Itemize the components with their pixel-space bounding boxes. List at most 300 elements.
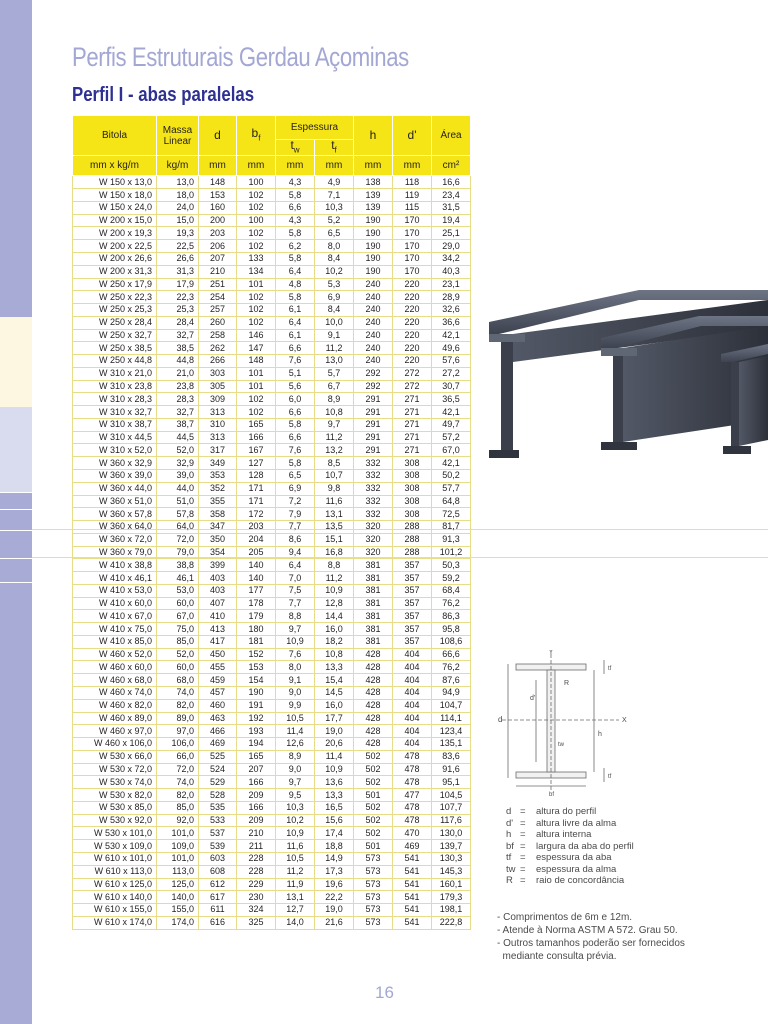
cell-bitola: W 360 x 72,0 <box>73 533 157 546</box>
table-cell: 7,0 <box>276 572 315 585</box>
table-cell: 203 <box>199 227 237 240</box>
table-cell: 127 <box>237 457 276 470</box>
table-row <box>73 725 471 738</box>
table-cell: 332 <box>354 482 393 495</box>
cell-bitola: W 360 x 32,9 <box>73 457 157 470</box>
left-sidebar-band <box>0 0 32 1024</box>
cell-bitola: W 310 x 23,8 <box>73 380 157 393</box>
table-cell: 82,0 <box>157 789 199 802</box>
table-cell: 9,7 <box>315 418 354 431</box>
table-cell: 53,0 <box>157 584 199 597</box>
table-cell: 14,5 <box>315 687 354 700</box>
cell-bitola: W 250 x 25,3 <box>73 304 157 317</box>
legend-eq: = <box>520 840 526 852</box>
table-cell: 332 <box>354 508 393 521</box>
table-cell: 20,6 <box>315 738 354 751</box>
unit-massa: kg/m <box>157 156 199 176</box>
legend-item <box>506 864 634 876</box>
table-row <box>73 572 471 585</box>
table-cell: 102 <box>237 304 276 317</box>
table-cell: 228 <box>237 865 276 878</box>
table-cell: 177 <box>237 584 276 597</box>
table-row <box>73 470 471 483</box>
table-cell: 320 <box>354 533 393 546</box>
table-cell: 9,1 <box>276 674 315 687</box>
header-tw: $t_w$ <box>276 140 315 156</box>
table-cell: 7,5 <box>276 584 315 597</box>
page-title: Perfis Estruturais Gerdau Açominas <box>72 42 409 72</box>
table-cell: 428 <box>354 725 393 738</box>
table-cell: 91,6 <box>432 763 471 776</box>
table-cell: 9,5 <box>276 789 315 802</box>
table-cell: 50,3 <box>432 559 471 572</box>
table-cell: 404 <box>393 699 432 712</box>
table-cell: 82,0 <box>157 699 199 712</box>
table-cell: 8,4 <box>315 304 354 317</box>
table-cell: 502 <box>354 763 393 776</box>
table-cell: 166 <box>237 801 276 814</box>
table-cell: 5,7 <box>315 367 354 380</box>
table-cell: 102 <box>237 316 276 329</box>
table-cell: 15,1 <box>315 533 354 546</box>
table-cell: 68,4 <box>432 584 471 597</box>
table-cell: 220 <box>393 278 432 291</box>
table-cell: 125,0 <box>157 878 199 891</box>
table-cell: 502 <box>354 827 393 840</box>
table-cell: 52,0 <box>157 444 199 457</box>
table-cell: 106,0 <box>157 738 199 751</box>
sidebar-highlight <box>0 317 32 407</box>
table-cell: 153 <box>199 189 237 202</box>
table-cell: 211 <box>237 840 276 853</box>
table-cell: 535 <box>199 801 237 814</box>
footnotes <box>497 911 685 963</box>
table-cell: 104,7 <box>432 699 471 712</box>
table-cell: 354 <box>199 546 237 559</box>
table-cell: 5,2 <box>315 214 354 227</box>
unit-tw: mm <box>276 156 315 176</box>
table-cell: 573 <box>354 878 393 891</box>
table-cell: 16,6 <box>432 176 471 189</box>
table-cell: 428 <box>354 738 393 751</box>
table-row <box>73 227 471 240</box>
table-cell: 240 <box>354 304 393 317</box>
table-cell: 324 <box>237 904 276 917</box>
table-cell: 210 <box>237 827 276 840</box>
table-cell: 7,6 <box>276 355 315 368</box>
table-cell: 357 <box>393 635 432 648</box>
table-cell: 6,4 <box>276 316 315 329</box>
table-row <box>73 508 471 521</box>
table-cell: 134 <box>237 265 276 278</box>
table-cell: 19,6 <box>315 878 354 891</box>
table-cell: 113,0 <box>157 865 199 878</box>
table-row <box>73 789 471 802</box>
cell-bitola: W 410 x 53,0 <box>73 584 157 597</box>
table-cell: 210 <box>199 265 237 278</box>
table-cell: 25,3 <box>157 304 199 317</box>
cell-bitola: W 460 x 97,0 <box>73 725 157 738</box>
table-cell: 101 <box>237 278 276 291</box>
table-cell: 60,0 <box>157 661 199 674</box>
table-cell: 524 <box>199 763 237 776</box>
table-cell: 308 <box>393 508 432 521</box>
table-cell: 28,3 <box>157 393 199 406</box>
table-row <box>73 865 471 878</box>
table-cell: 23,1 <box>432 278 471 291</box>
table-cell: 140 <box>237 559 276 572</box>
table-cell: 381 <box>354 610 393 623</box>
header-h: h <box>354 116 393 156</box>
page-subtitle: Perfil I - abas paralelas <box>72 84 255 106</box>
table-cell: 8,4 <box>315 252 354 265</box>
table-cell: 26,6 <box>157 252 199 265</box>
table-cell: 7,2 <box>276 495 315 508</box>
table-cell: 11,2 <box>276 865 315 878</box>
table-cell: 308 <box>393 482 432 495</box>
cell-bitola: W 310 x 52,0 <box>73 444 157 457</box>
table-cell: 470 <box>393 827 432 840</box>
table-cell: 8,9 <box>276 750 315 763</box>
legend-desc: largura da aba do perfil <box>536 840 634 852</box>
table-row <box>73 687 471 700</box>
table-cell: 349 <box>199 457 237 470</box>
table-cell: 179 <box>237 610 276 623</box>
table-cell: 12,8 <box>315 597 354 610</box>
table-cell: 9,8 <box>315 482 354 495</box>
table-cell: 74,0 <box>157 776 199 789</box>
sidebar-divider <box>0 530 32 531</box>
table-cell: 222,8 <box>432 916 471 929</box>
table-cell: 541 <box>393 904 432 917</box>
table-cell: 332 <box>354 457 393 470</box>
table-cell: 12,7 <box>276 904 315 917</box>
header-bitola: Bitola <box>73 116 157 156</box>
table-cell: 87,6 <box>432 674 471 687</box>
table-cell: 404 <box>393 661 432 674</box>
table-cell: 8,9 <box>315 393 354 406</box>
table-cell: 153 <box>237 661 276 674</box>
cell-bitola: W 530 x 92,0 <box>73 814 157 827</box>
table-cell: 15,6 <box>315 814 354 827</box>
note-line: mediante consulta prévia. <box>497 951 617 962</box>
table-cell: 42,1 <box>432 457 471 470</box>
table-cell: 57,6 <box>432 355 471 368</box>
table-cell: 240 <box>354 316 393 329</box>
table-cell: 381 <box>354 559 393 572</box>
table-cell: 240 <box>354 355 393 368</box>
table-cell: 292 <box>354 380 393 393</box>
table-cell: 81,7 <box>432 521 471 534</box>
table-cell: 260 <box>199 316 237 329</box>
table-cell: 291 <box>354 431 393 444</box>
table-cell: 24,0 <box>157 201 199 214</box>
table-cell: 21,0 <box>157 367 199 380</box>
table-cell: 32,9 <box>157 457 199 470</box>
table-cell: 5,3 <box>315 278 354 291</box>
table-cell: 29,0 <box>432 240 471 253</box>
i-beam-cross-section-diagram <box>494 650 634 800</box>
table-cell: 95,8 <box>432 623 471 636</box>
table-cell: 206 <box>199 240 237 253</box>
cell-bitola: W 250 x 32,7 <box>73 329 157 342</box>
table-cell: 308 <box>393 495 432 508</box>
table-cell: 190 <box>237 687 276 700</box>
table-row <box>73 252 471 265</box>
table-cell: 325 <box>237 916 276 929</box>
table-cell: 13,3 <box>315 661 354 674</box>
table-cell: 11,4 <box>315 750 354 763</box>
table-cell: 36,5 <box>432 393 471 406</box>
table-cell: 207 <box>199 252 237 265</box>
table-cell: 305 <box>199 380 237 393</box>
table-cell: 9,7 <box>276 776 315 789</box>
table-cell: 541 <box>393 891 432 904</box>
table-cell: 6,4 <box>276 265 315 278</box>
cell-bitola: W 410 x 85,0 <box>73 635 157 648</box>
table-cell: 32,6 <box>432 304 471 317</box>
table-cell: 107,7 <box>432 801 471 814</box>
profile-spec-table <box>72 115 471 930</box>
table-cell: 154 <box>237 674 276 687</box>
table-cell: 7,6 <box>276 444 315 457</box>
table-cell: 381 <box>354 623 393 636</box>
cell-bitola: W 250 x 44,8 <box>73 355 157 368</box>
table-row <box>73 878 471 891</box>
cell-bitola: W 360 x 39,0 <box>73 470 157 483</box>
header-dl: d' <box>393 116 432 156</box>
table-cell: 13,3 <box>315 789 354 802</box>
table-cell: 7,1 <box>315 189 354 202</box>
label-bf: bf <box>549 792 555 798</box>
table-cell: 5,1 <box>276 367 315 380</box>
table-cell: 6,9 <box>276 482 315 495</box>
table-cell: 381 <box>354 635 393 648</box>
table-cell: 292 <box>354 367 393 380</box>
table-cell: 104,5 <box>432 789 471 802</box>
table-cell: 313 <box>199 406 237 419</box>
table-cell: 13,6 <box>315 776 354 789</box>
table-cell: 8,8 <box>276 610 315 623</box>
table-cell: 174,0 <box>157 916 199 929</box>
table-cell: 209 <box>237 789 276 802</box>
table-cell: 357 <box>393 572 432 585</box>
table-row <box>73 380 471 393</box>
table-cell: 10,8 <box>315 648 354 661</box>
legend-item <box>506 852 634 864</box>
legend-sym: bf <box>506 840 514 852</box>
table-cell: 74,0 <box>157 687 199 700</box>
table-cell: 6,6 <box>276 431 315 444</box>
label-r: R <box>564 680 570 687</box>
table-cell: 608 <box>199 865 237 878</box>
table-cell: 171 <box>237 495 276 508</box>
table-cell: 60,0 <box>157 597 199 610</box>
cell-bitola: W 530 x 82,0 <box>73 789 157 802</box>
table-cell: 102 <box>237 393 276 406</box>
table-row <box>73 661 471 674</box>
table-cell: 172 <box>237 508 276 521</box>
table-cell: 72,5 <box>432 508 471 521</box>
table-cell: 49,7 <box>432 418 471 431</box>
table-cell: 428 <box>354 674 393 687</box>
table-cell: 611 <box>199 904 237 917</box>
label-tw: tw <box>558 742 564 748</box>
table-cell: 160 <box>199 201 237 214</box>
table-cell: 352 <box>199 482 237 495</box>
cell-bitola: W 310 x 32,7 <box>73 406 157 419</box>
table-row <box>73 738 471 751</box>
table-cell: 76,2 <box>432 597 471 610</box>
table-cell: 13,2 <box>315 444 354 457</box>
table-cell: 573 <box>354 904 393 917</box>
note-line: - Outros tamanhos poderão ser fornecidos <box>497 938 685 949</box>
table-cell: 102 <box>237 406 276 419</box>
table-cell: 455 <box>199 661 237 674</box>
table-cell: 4,8 <box>276 278 315 291</box>
cell-bitola: W 610 x 101,0 <box>73 852 157 865</box>
legend-sym: h <box>506 829 512 840</box>
table-cell: 76,2 <box>432 661 471 674</box>
table-cell: 5,8 <box>276 189 315 202</box>
table-row <box>73 406 471 419</box>
table-cell: 190 <box>354 240 393 253</box>
table-cell: 102 <box>237 240 276 253</box>
table-cell: 220 <box>393 316 432 329</box>
header-bf: $b_f$ <box>237 116 276 156</box>
table-cell: 381 <box>354 597 393 610</box>
table-row <box>73 763 471 776</box>
legend-desc: espessura da alma <box>536 863 617 875</box>
table-cell: 178 <box>237 597 276 610</box>
cell-bitola: W 360 x 57,8 <box>73 508 157 521</box>
table-cell: 528 <box>199 789 237 802</box>
table-cell: 220 <box>393 291 432 304</box>
table-cell: 118 <box>393 176 432 189</box>
table-cell: 11,2 <box>315 342 354 355</box>
table-cell: 97,0 <box>157 725 199 738</box>
table-cell: 308 <box>393 457 432 470</box>
table-cell: 220 <box>393 342 432 355</box>
table-cell: 271 <box>393 393 432 406</box>
table-cell: 50,2 <box>432 470 471 483</box>
table-cell: 410 <box>199 610 237 623</box>
table-cell: 49,6 <box>432 342 471 355</box>
table-cell: 22,3 <box>157 291 199 304</box>
table-row <box>73 304 471 317</box>
legend-item <box>506 829 634 841</box>
table-cell: 8,8 <box>315 559 354 572</box>
table-cell: 18,8 <box>315 840 354 853</box>
table-cell: 258 <box>199 329 237 342</box>
table-cell: 317 <box>199 444 237 457</box>
table-cell: 4,3 <box>276 176 315 189</box>
table-cell: 52,0 <box>157 648 199 661</box>
table-cell: 413 <box>199 623 237 636</box>
table-cell: 11,4 <box>276 725 315 738</box>
table-cell: 313 <box>199 431 237 444</box>
table-cell: 166 <box>237 431 276 444</box>
table-cell: 17,3 <box>315 865 354 878</box>
header-d: d <box>199 116 237 156</box>
table-cell: 193 <box>237 725 276 738</box>
cell-bitola: W 460 x 60,0 <box>73 661 157 674</box>
table-cell: 170 <box>393 265 432 278</box>
table-cell: 27,2 <box>432 367 471 380</box>
cell-bitola: W 610 x 174,0 <box>73 916 157 929</box>
sidebar-divider <box>0 492 32 493</box>
table-cell: 200 <box>199 214 237 227</box>
table-row <box>73 699 471 712</box>
table-cell: 459 <box>199 674 237 687</box>
table-cell: 67,0 <box>432 444 471 457</box>
table-cell: 9,9 <box>276 699 315 712</box>
table-cell: 23,8 <box>157 380 199 393</box>
legend-eq: = <box>520 852 526 863</box>
table-row <box>73 533 471 546</box>
table-cell: 31,3 <box>157 265 199 278</box>
table-cell: 179,3 <box>432 891 471 904</box>
table-cell: 291 <box>354 406 393 419</box>
table-cell: 404 <box>393 712 432 725</box>
table-row <box>73 342 471 355</box>
table-cell: 166 <box>237 776 276 789</box>
table-cell: 381 <box>354 584 393 597</box>
steel-beams-photo <box>489 250 768 480</box>
table-cell: 350 <box>199 533 237 546</box>
legend-sym: R <box>506 875 513 886</box>
table-cell: 91,3 <box>432 533 471 546</box>
table-cell: 262 <box>199 342 237 355</box>
table-cell: 140,0 <box>157 891 199 904</box>
table-cell: 194 <box>237 738 276 751</box>
table-row <box>73 265 471 278</box>
table-cell: 5,8 <box>276 252 315 265</box>
table-cell: 170 <box>393 214 432 227</box>
table-cell: 220 <box>393 329 432 342</box>
table-cell: 220 <box>393 355 432 368</box>
cell-bitola: W 410 x 75,0 <box>73 623 157 636</box>
table-cell: 9,7 <box>276 623 315 636</box>
table-row <box>73 189 471 202</box>
table-cell: 541 <box>393 865 432 878</box>
table-cell: 240 <box>354 278 393 291</box>
table-cell: 10,8 <box>315 406 354 419</box>
table-cell: 6,5 <box>315 227 354 240</box>
table-cell: 32,7 <box>157 406 199 419</box>
cell-bitola: W 310 x 44,5 <box>73 431 157 444</box>
table-row <box>73 201 471 214</box>
table-cell: 478 <box>393 763 432 776</box>
legend-desc: altura livre da alma <box>536 817 617 829</box>
table-cell: 190 <box>354 265 393 278</box>
table-cell: 403 <box>199 584 237 597</box>
header-espessura: Espessura <box>276 116 354 140</box>
table-cell: 17,7 <box>315 712 354 725</box>
table-cell: 10,7 <box>315 470 354 483</box>
table-cell: 271 <box>393 444 432 457</box>
table-cell: 14,9 <box>315 852 354 865</box>
header-massa: Massa Linear <box>157 116 199 156</box>
table-cell: 6,1 <box>276 304 315 317</box>
table-cell: 13,1 <box>315 508 354 521</box>
cell-bitola: W 460 x 106,0 <box>73 738 157 751</box>
table-row <box>73 431 471 444</box>
table-cell: 10,0 <box>315 316 354 329</box>
table-cell: 10,5 <box>276 852 315 865</box>
table-cell: 399 <box>199 559 237 572</box>
table-cell: 403 <box>199 572 237 585</box>
